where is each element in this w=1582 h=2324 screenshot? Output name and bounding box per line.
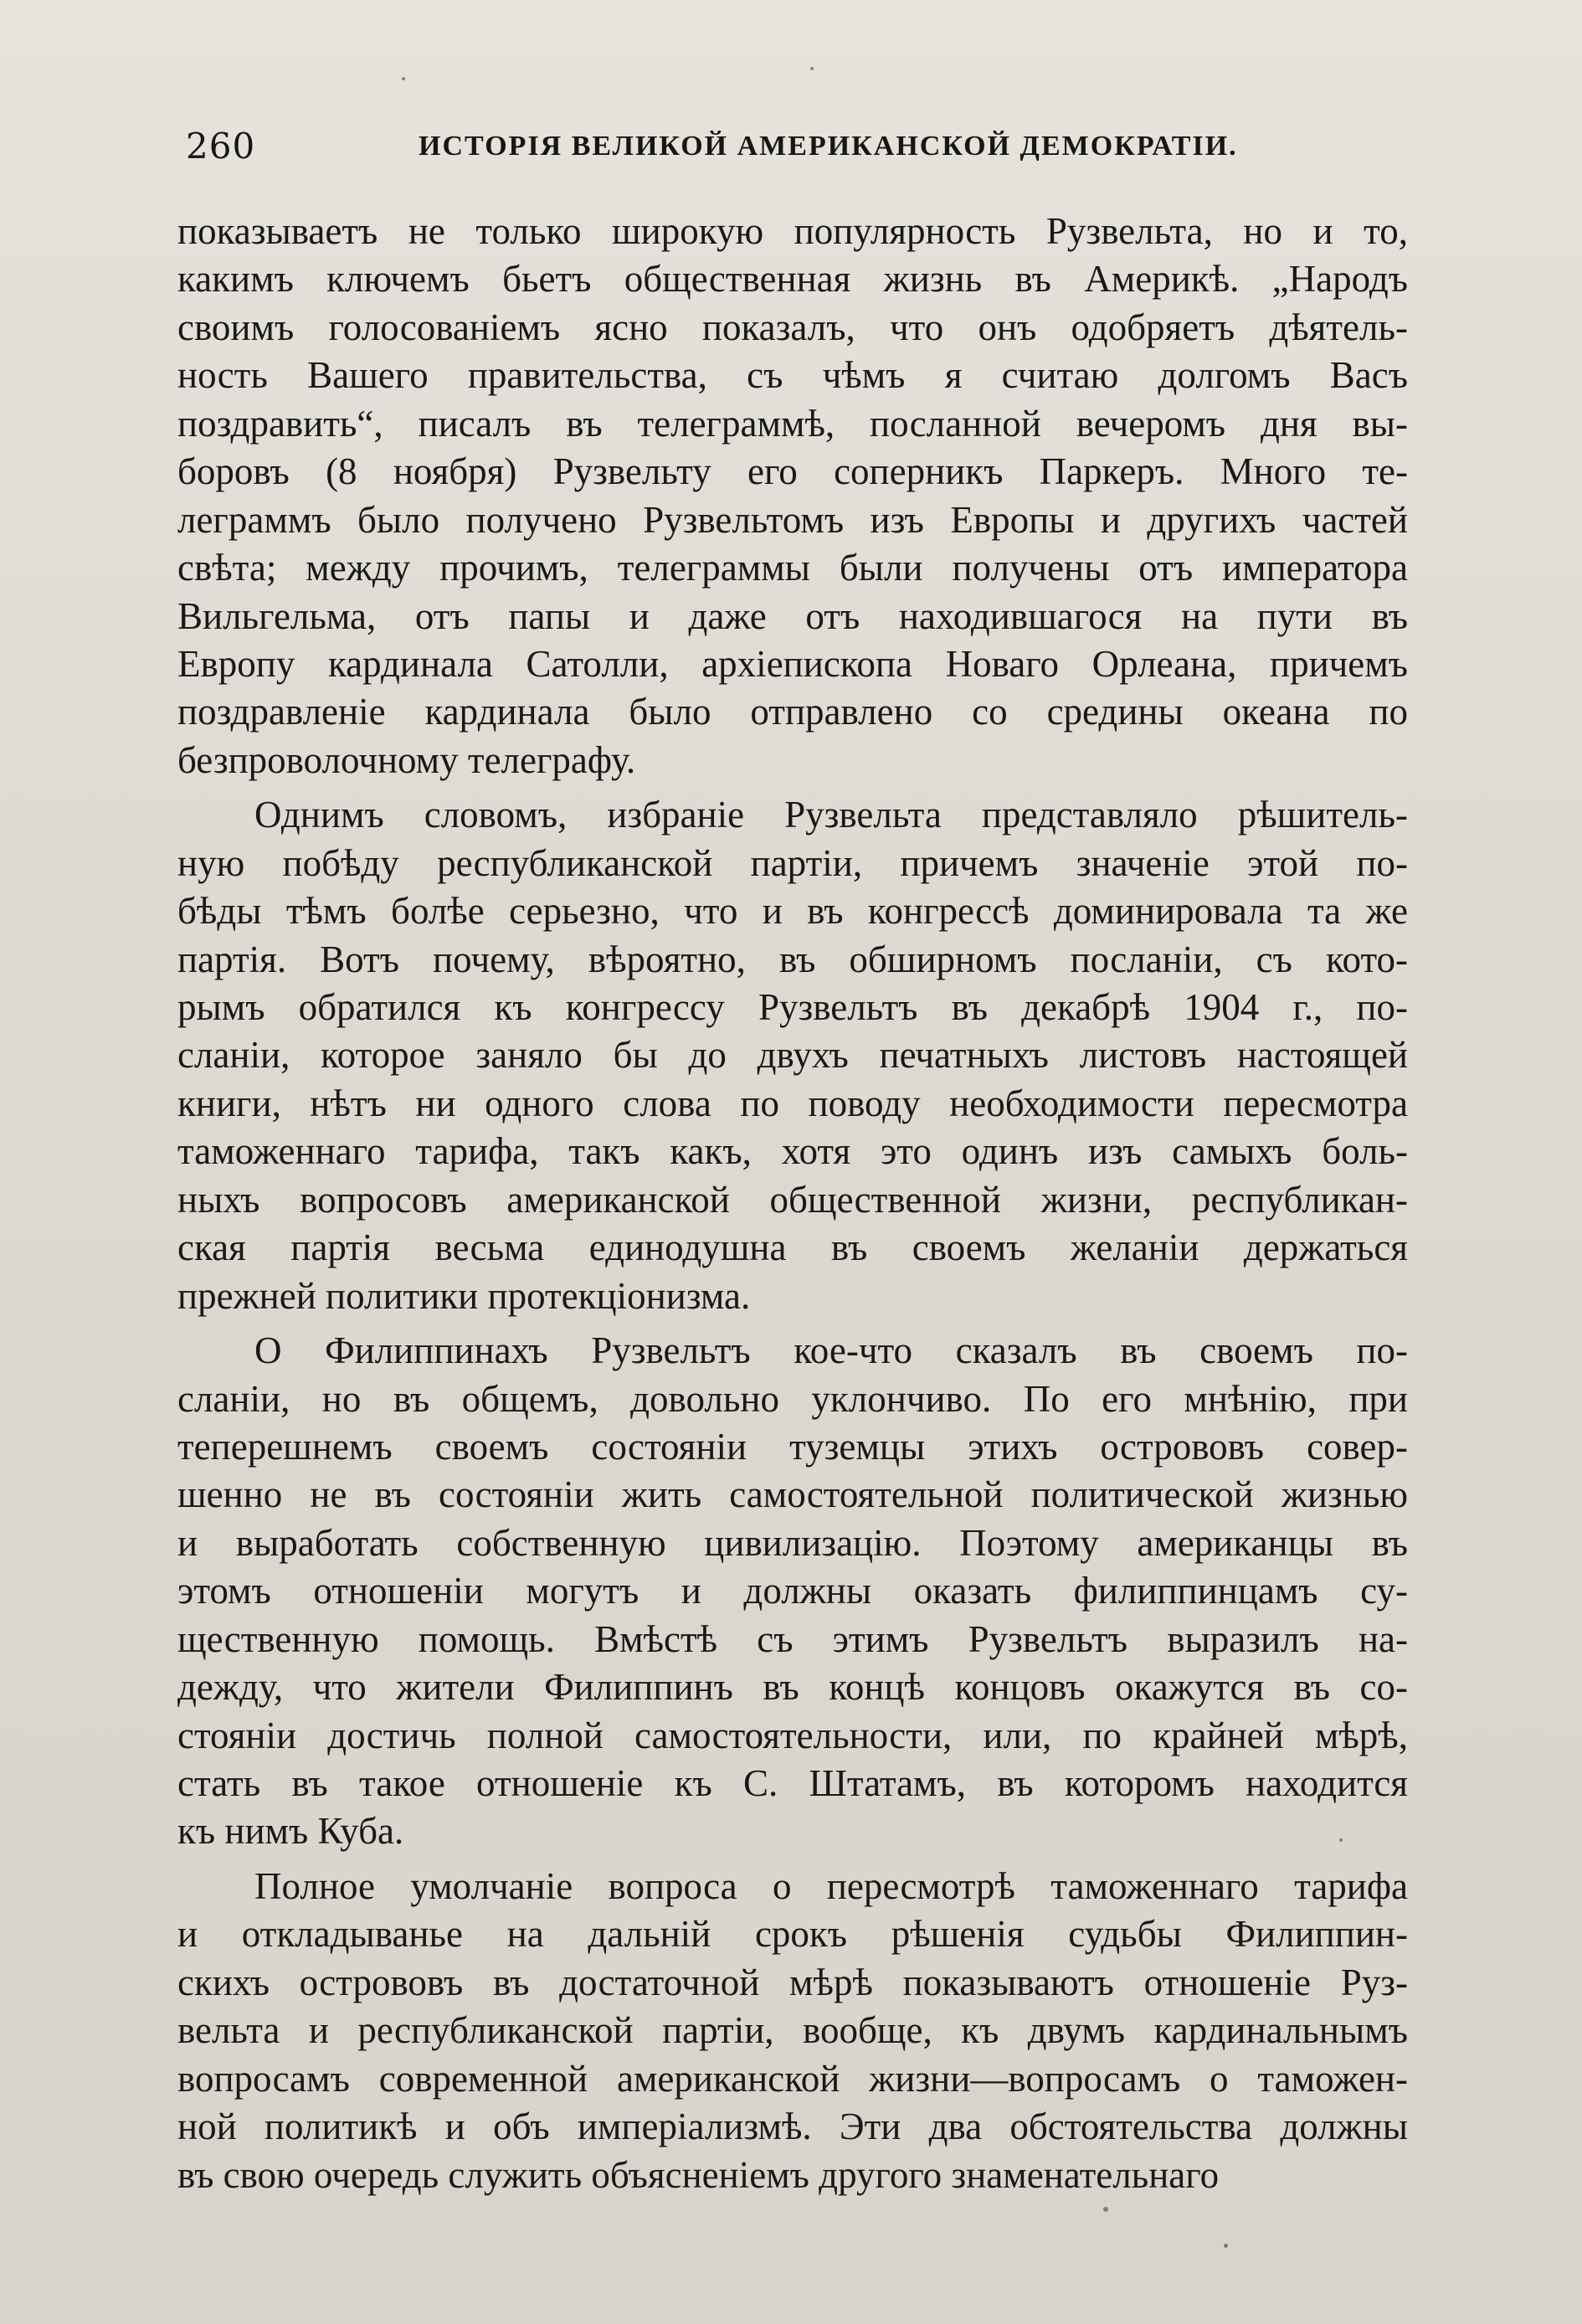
text-line: таможеннаго тарифа, такъ какъ, хотя это одинъ изъ самыхъ боль- xyxy=(177,1130,1408,1173)
text-line: этомъ отношеніи могутъ и должны оказать филиппинцамъ су- xyxy=(177,1570,1408,1612)
text-line: ную побѣду республиканской партіи, причемъ значеніе этой по- xyxy=(177,841,1408,884)
text-line: Вильгельма, отъ папы и даже отъ находившагося на пути въ xyxy=(177,594,1408,637)
page-number: 260 xyxy=(186,126,256,167)
text-line: и выработать собственную цивилизацію. Поэтому американцы въ xyxy=(177,1521,1408,1564)
text-line: бѣды тѣмъ болѣе серьезно, что и въ конгрессѣ доминировала та же xyxy=(177,890,1408,933)
text-line: поздравить“, писалъ въ телеграммѣ, посланной вечеромъ дня вы- xyxy=(177,402,1408,445)
text-line: боровъ (8 ноября) Рузвельту его соперникъ Паркеръ. Много те- xyxy=(177,450,1408,493)
running-title: ИСТОРІЯ ВЕЛИКОЙ АМЕРИКАНСКОЙ ДЕМОКРАТІИ. xyxy=(419,131,1238,162)
text-line: вельта и республиканской партіи, вообще, къ двумъ кардинальнымъ xyxy=(177,2009,1408,2052)
print-speck xyxy=(402,77,405,80)
text-line: О Филиппинахъ Рузвельтъ кое-что сказалъ въ своемъ по- xyxy=(254,1329,1408,1372)
text-line: сланіи, которое заняло бы до двухъ печатныхъ листовъ настоящей xyxy=(177,1034,1408,1077)
text-line: стояніи достичь полной самостоятельности, или, по крайней мѣрѣ, xyxy=(177,1714,1408,1756)
paragraph-gap xyxy=(177,1320,1408,1327)
text-line: своимъ голосованіемъ ясно показалъ, что онъ одобряетъ дѣятель- xyxy=(177,306,1408,348)
text-line: ной политикѣ и объ имперіализмѣ. Эти два обстоятельства должны xyxy=(177,2105,1408,2148)
text-line: рымъ обратился къ конгрессу Рузвельтъ въ декабрѣ 1904 г., по- xyxy=(177,986,1408,1028)
text-line: сланіи, но въ общемъ, довольно уклончиво. По его мнѣнію, при xyxy=(177,1377,1408,1420)
text-line: безпроволочному телеграфу. xyxy=(177,738,636,781)
text-line: поздравленіе кардинала было отправлено со средины океана по xyxy=(177,691,1408,733)
text-line: прежней политики протекціонизма. xyxy=(177,1274,751,1317)
text-line: шенно не въ состояніи жить самостоятельной политической жизнью xyxy=(177,1473,1408,1516)
text-line: книги, нѣтъ ни одного слова по поводу необходимости пересмотра xyxy=(177,1082,1408,1124)
paragraph-gap xyxy=(177,1856,1408,1863)
text-line: ская партія весьма единодушна въ своемъ желаніи держаться xyxy=(177,1226,1408,1269)
text-line: показываетъ не только широкую популярность Рузвельта, но и то, xyxy=(177,210,1408,252)
print-speck xyxy=(1103,2207,1108,2212)
print-speck xyxy=(1339,1838,1343,1842)
text-line: какимъ ключемъ бьетъ общественная жизнь въ Америкѣ. „Народъ xyxy=(177,258,1408,301)
text-line: въ свою очередь служить объясненіемъ другого знаменательнаго xyxy=(177,2153,1220,2196)
text-line: вопросамъ современной американской жизни—вопросамъ о таможен- xyxy=(177,2057,1408,2100)
text-line: къ нимъ Куба. xyxy=(177,1810,404,1853)
text-line: Однимъ словомъ, избраніе Рузвельта представляло рѣшитель- xyxy=(254,794,1408,836)
text-line: партія. Вотъ почему, вѣроятно, въ обширномъ посланіи, съ кото- xyxy=(177,938,1408,980)
text-line: ность Вашего правительства, съ чѣмъ я считаю долгомъ Васъ xyxy=(177,354,1408,397)
text-line: стать въ такое отношеніе къ С. Штатамъ, въ которомъ находится xyxy=(177,1762,1408,1804)
text-line: свѣта; между прочимъ, телеграммы были получены отъ императора xyxy=(177,547,1408,589)
page-header xyxy=(0,126,1582,176)
text-line: дежду, что жители Филиппинъ въ концѣ концовъ окажутся въ со- xyxy=(177,1666,1408,1709)
print-speck xyxy=(810,67,814,70)
text-line: леграммъ было получено Рузвельтомъ изъ Европы и другихъ частей xyxy=(177,498,1408,541)
text-line: Европу кардинала Сатолли, архіепископа Новаго Орлеана, причемъ xyxy=(177,642,1408,685)
body-text xyxy=(177,208,1408,2199)
text-line: щественную помощь. Вмѣстѣ съ этимъ Рузвельтъ выразилъ на- xyxy=(177,1617,1408,1660)
print-speck xyxy=(1224,2244,1228,2248)
text-line: и откладыванье на дальній срокъ рѣшенія судьбы Филиппин- xyxy=(177,1913,1408,1956)
paragraph-gap xyxy=(177,784,1408,791)
text-line: скихъ острововъ въ достаточной мѣрѣ показываютъ отношеніе Руз- xyxy=(177,1961,1408,2003)
text-line: Полное умолчаніе вопроса о пересмотрѣ таможеннаго тарифа xyxy=(254,1864,1408,1907)
text-line: ныхъ вопросовъ американской общественной жизни, республикан- xyxy=(177,1178,1408,1221)
text-line: теперешнемъ своемъ состояніи туземцы этихъ острововъ совер- xyxy=(177,1425,1408,1468)
